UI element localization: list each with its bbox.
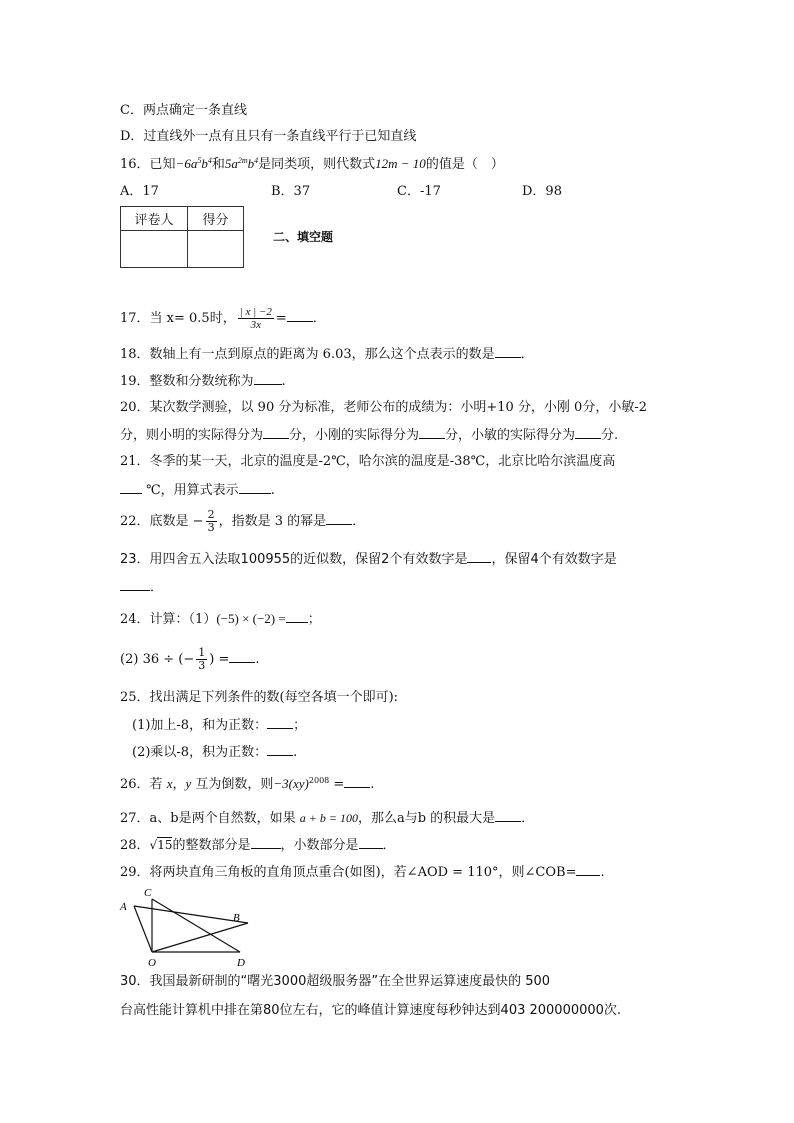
question-19	[120, 372, 286, 391]
question-25-title: 25．找出满足下列条件的数(每空各填一个即可):	[120, 690, 399, 705]
q20-blank-3[interactable]	[575, 426, 601, 439]
score-table-header-score: 得分	[188, 207, 244, 231]
question-30-line2: 台高性能计算机中排在第80位左右，它的峰值计算速度每秒钟达到403 200000000次.	[120, 1003, 622, 1018]
question-22	[120, 507, 365, 537]
q26-y: y	[185, 776, 192, 791]
q16-term1: $-6a^5b^4$	[175, 156, 212, 171]
q16-option-d: D．98	[522, 184, 562, 199]
q17-prefix: 17．当 x= 0.5时，	[120, 311, 236, 326]
q17-fraction	[238, 306, 274, 331]
q28-prefix: 28．	[120, 838, 150, 853]
q23-blank-1[interactable]	[467, 550, 491, 563]
q22-end: ．	[352, 514, 366, 529]
q23-blank-2[interactable]	[120, 578, 150, 591]
question-23-line1	[120, 550, 617, 569]
triangle-figure	[116, 884, 256, 970]
q24-numerator: 1	[198, 646, 206, 659]
q28-blank-1[interactable]	[251, 836, 281, 849]
q29-end: .	[600, 865, 605, 880]
q17-numerator: | x | −2	[239, 306, 272, 318]
q29-text: 29．将两块直角三角板的直角顶点重合(如图)，若∠AOD = 110°，则∠COB=	[120, 865, 577, 880]
q18-end: ．	[520, 347, 534, 362]
q25-blank-2[interactable]	[267, 743, 293, 756]
label-o: O	[148, 957, 156, 969]
q17-denominator: 3x	[250, 319, 261, 331]
section-title-fill-in: 二、填空题	[273, 230, 334, 244]
q16-end: 的值是（ ）	[425, 157, 504, 172]
q16-suffix: 是同类项，则代数式	[258, 157, 376, 172]
question-21-line2	[120, 481, 275, 500]
q25-item1-text: (1)加上-8，和为正数：	[132, 718, 268, 733]
score-table-cell-grader[interactable]	[121, 231, 188, 268]
q22-fraction	[206, 509, 217, 534]
q24-expr-1: (−5) × (−2) =	[216, 611, 286, 626]
option-c: C．两点确定一条直线	[120, 103, 247, 118]
q21-end: .	[270, 483, 275, 498]
line-oa	[134, 906, 152, 952]
q24-expr-2: 36 ÷ (−	[142, 652, 195, 667]
q16-option-a: A．17	[120, 184, 159, 199]
question-18	[120, 345, 534, 364]
score-table	[120, 206, 244, 268]
q21-blank-1[interactable]	[120, 481, 142, 494]
q26-blank[interactable]	[344, 775, 370, 788]
label-b: B	[233, 912, 240, 924]
q27-mid: ，那么a与b 的积最大是	[357, 811, 496, 826]
question-25-item2	[132, 743, 297, 762]
q23-end: ．	[150, 580, 164, 595]
score-table-cell-score[interactable]	[188, 231, 244, 268]
q22-blank[interactable]	[326, 512, 352, 525]
q16-and: 和	[211, 157, 225, 172]
q20-text-1: 分，则小明的实际得分为	[120, 428, 264, 443]
question-27	[120, 809, 534, 828]
q22-prefix: 22．底数是 −	[120, 514, 204, 529]
q16-option-b: B．37	[271, 184, 311, 199]
q23-text: 23．用四舍五入法取100955的近似数，保留2个有效数字是	[120, 552, 468, 567]
score-table-header-grader: 评卷人	[121, 207, 188, 231]
q26-mid: 互为倒数，则	[191, 777, 274, 792]
q24-blank-1[interactable]	[286, 610, 308, 623]
q29-blank[interactable]	[576, 863, 600, 876]
q23-text-2: ，保留4个有效数字是	[491, 552, 617, 567]
q16-expr: 12m − 10	[375, 156, 426, 171]
line-cd	[152, 899, 240, 952]
q26-exponent: 2008	[308, 776, 330, 785]
q17-end: ．	[312, 311, 326, 326]
q16-option-c: C．-17	[397, 184, 441, 199]
q26-expr: −3(xy)	[273, 776, 309, 791]
q20-text-4: 分.	[601, 428, 619, 443]
q19-blank[interactable]	[254, 372, 282, 385]
q24-fraction	[196, 647, 207, 672]
q27-blank[interactable]	[495, 809, 521, 822]
q25-item1-end: ；	[293, 718, 307, 733]
option-d: D．过直线外一点有且只有一条直线平行于已知直线	[120, 129, 417, 144]
q27-expr: a + b = 100	[299, 811, 358, 825]
q20-text-3: 分，小敏的实际得分为	[445, 428, 576, 443]
q18-text: 18．数轴上有一点到原点的距离为 6.03，那么这个点表示的数是	[120, 347, 495, 362]
q24-part2-label: (2)	[120, 652, 139, 667]
question-30-line1: 30．我国最新研制的“曙光3000超级服务器”在全世界运算速度最快的 500	[120, 974, 551, 989]
label-d: D	[237, 957, 245, 969]
q17-eq: =	[275, 311, 287, 326]
q21-text-1: ℃，用算式表示	[146, 483, 239, 498]
line-ab	[134, 906, 248, 923]
question-17	[120, 305, 326, 333]
label-a: A	[120, 901, 127, 913]
q20-blank-2[interactable]	[419, 426, 445, 439]
q24-prefix: 24．计算：（1）	[120, 612, 217, 627]
q25-item2-text: (2)乘以-8，积为正数：	[132, 745, 268, 760]
q19-text: 19．整数和分数统称为	[120, 374, 254, 389]
q28-blank-2[interactable]	[359, 836, 383, 849]
question-28	[120, 836, 396, 855]
q22-denominator: 3	[207, 521, 215, 534]
q24-denominator: 3	[198, 659, 206, 672]
q24-end-2: .	[255, 652, 260, 667]
question-29	[120, 863, 605, 882]
label-c: C	[144, 887, 152, 899]
question-20-line2	[120, 426, 618, 445]
q17-blank[interactable]	[287, 309, 313, 322]
q26-sep: ，	[172, 777, 186, 792]
q16-prefix: 16．已知	[120, 157, 176, 172]
q28-radicand: 15	[157, 838, 173, 852]
q21-blank-2[interactable]	[239, 481, 271, 494]
q28-end: ．	[382, 838, 396, 853]
q16-term2: $5a^{2m}b^4$	[224, 156, 259, 171]
question-24-part1	[120, 610, 321, 629]
q26-eq: =	[333, 777, 345, 792]
q24-close: ) =	[209, 652, 230, 667]
q24-end-1: ；	[307, 612, 321, 627]
q25-item2-end: .	[293, 745, 298, 760]
q28-mid2: ，小数部分是	[280, 838, 359, 853]
q25-blank-1[interactable]	[267, 716, 293, 729]
q20-text-2: 分，小刚的实际得分为	[289, 428, 420, 443]
q19-end: .	[281, 374, 286, 389]
q22-mid: ，指数是 3 的幂是	[218, 514, 327, 529]
q22-numerator: 2	[207, 508, 215, 521]
question-16	[120, 155, 504, 174]
q27-end: ．	[521, 811, 535, 826]
q26-end: .	[370, 777, 375, 792]
question-25-item1	[132, 716, 306, 735]
question-26	[120, 775, 374, 794]
q20-blank-1[interactable]	[263, 426, 289, 439]
q26-prefix: 26．若	[120, 777, 163, 792]
q18-blank[interactable]	[495, 345, 521, 358]
q26-x: x	[166, 776, 173, 791]
question-21-line1: 21．冬季的某一天，北京的温度是-2℃，哈尔滨的温度是-38℃，北京比哈尔滨温度高	[120, 454, 616, 469]
q28-mid: 的整数部分是	[172, 838, 251, 853]
question-23-line2	[120, 578, 163, 597]
question-20-line1: 20．某次数学测验，以 90 分为标准，老师公布的成绩为：小明+10 分，小刚 0分，小敏-2	[120, 400, 647, 415]
q28-sqrt: √15	[149, 838, 173, 852]
q24-blank-2[interactable]	[229, 650, 255, 663]
q27-prefix: 27．a、b是两个自然数，如果	[120, 811, 296, 826]
question-24-part2	[120, 645, 259, 675]
